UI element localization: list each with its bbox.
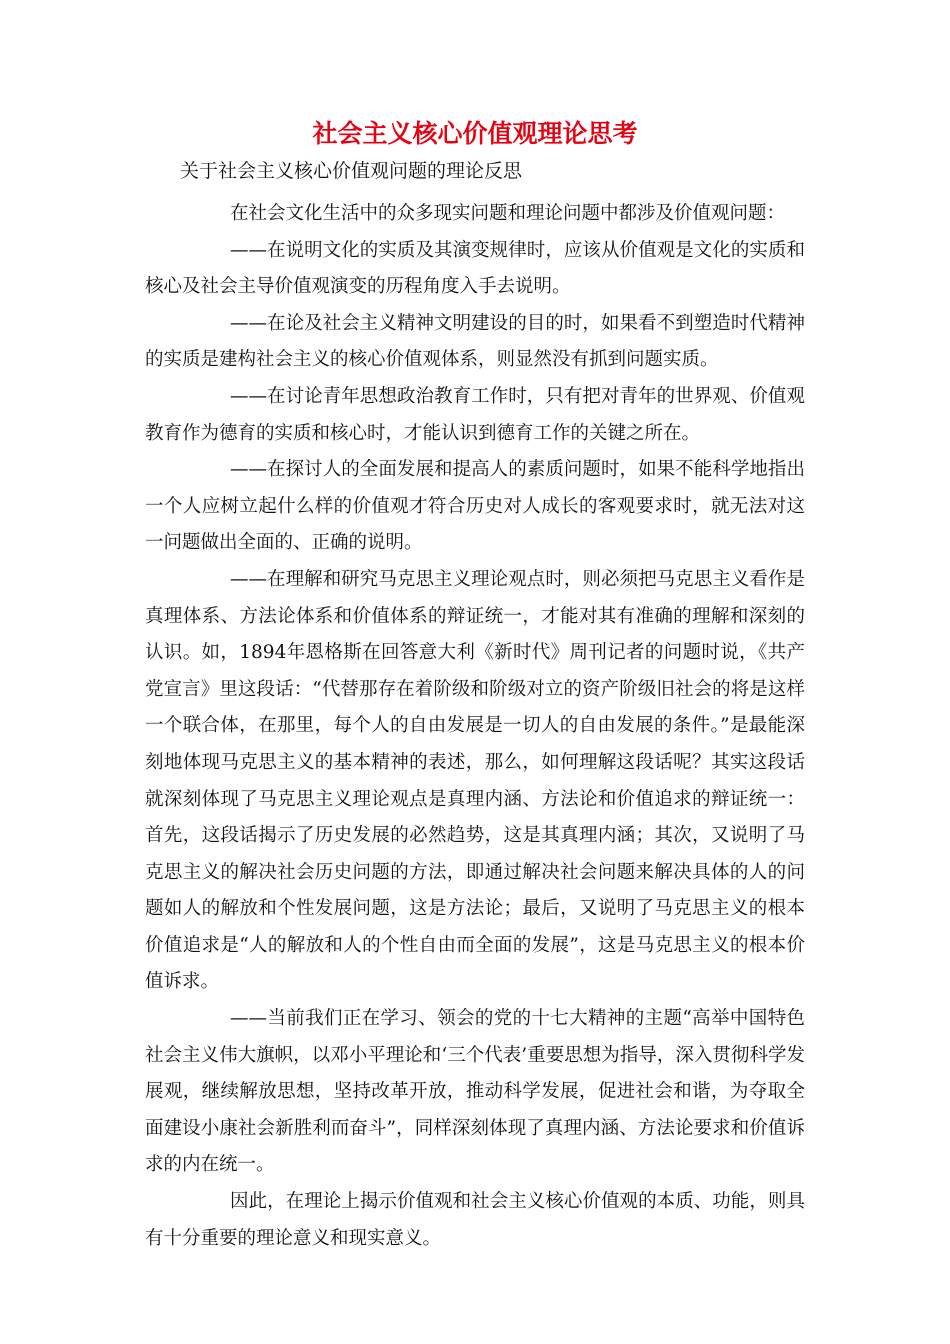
paragraph: ——在探讨人的全面发展和提高人的素质问题时，如果不能科学地指出一个人应树立起什么样的价值观才符合历史对人成长的客观要求时，就无法对这一问题做出全面的、正确的说明。	[145, 459, 805, 554]
document-body	[145, 196, 805, 1257]
paragraph: 因此，在理论上揭示价值观和社会主义核心价值观的本质、功能，则具有十分重要的理论意义和现实意义。	[145, 1191, 805, 1249]
paragraph: ——在说明文化的实质及其演变规律时，应该从价值观是文化的实质和核心及社会主导价值观演变的历程角度入手去说明。	[145, 239, 805, 298]
paragraph: ——在论及社会主义精神文明建设的目的时，如果看不到塑造时代精神的实质是建构社会主义的核心价值观体系，则显然没有抓到问题实质。	[145, 312, 805, 371]
document-subtitle: 关于社会主义核心价值观问题的理论反思	[180, 160, 523, 182]
paragraph: 在社会文化生活中的众多现实问题和理论问题中都涉及价值观问题：	[230, 203, 786, 224]
document-title: 社会主义核心价值观理论思考	[312, 119, 638, 148]
paragraph: ——在讨论青年思想政治教育工作时，只有把对青年的世界观、价值观教育作为德育的实质和核心时，才能认识到德育工作的关键之所在。	[145, 385, 805, 444]
paragraph: ——在理解和研究马克思主义理论观点时，则必须把马克思主义看作是真理体系、方法论体系和价值体系的辩证统一，才能对其有准确的理解和深刻的认识。如，1894年恩格斯在回答意大利《新时代》周刊记者的问题时说，《共产党宣言》里这段话：“代替那存在着阶级和阶级对立的资产阶级旧社会的将是这样一个联合体，在那里，每个人的自由发展是一切人的自由发展的条件。”是最能深刻地体现马克思主义的基本精神的表述，那么，如何理解这段话呢？其实这段话就深刻体现了马克思主义理论观点是真理内涵、方法论和价值追求的辩证统一：首先，这段话揭示了历史发展的必然趋势，这是其真理内涵；其次，又说明了马克思主义的解决社会历史问题的方法，即通过解决社会问题来解决具体的人的问题如人的解放和个性发展问题，这是方法论；最后，又说明了马克思主义的根本价值追求是“人的解放和人的个性自由而全面的发展”，这是马克思主义的根本价值诉求。	[145, 568, 805, 993]
paragraph: ——当前我们正在学习、领会的党的十七大精神的主题“高举中国特色社会主义伟大旗帜，以邓小平理论和‘三个代表’重要思想为指导，深入贯彻科学发展观，继续解放思想，坚持改革开放，推动科学发展，促进社会和谐，为夺取全面建设小康社会新胜利而奋斗”，同样深刻体现了真理内涵、方法论要求和价值诉求的内在统一。	[145, 1008, 805, 1176]
